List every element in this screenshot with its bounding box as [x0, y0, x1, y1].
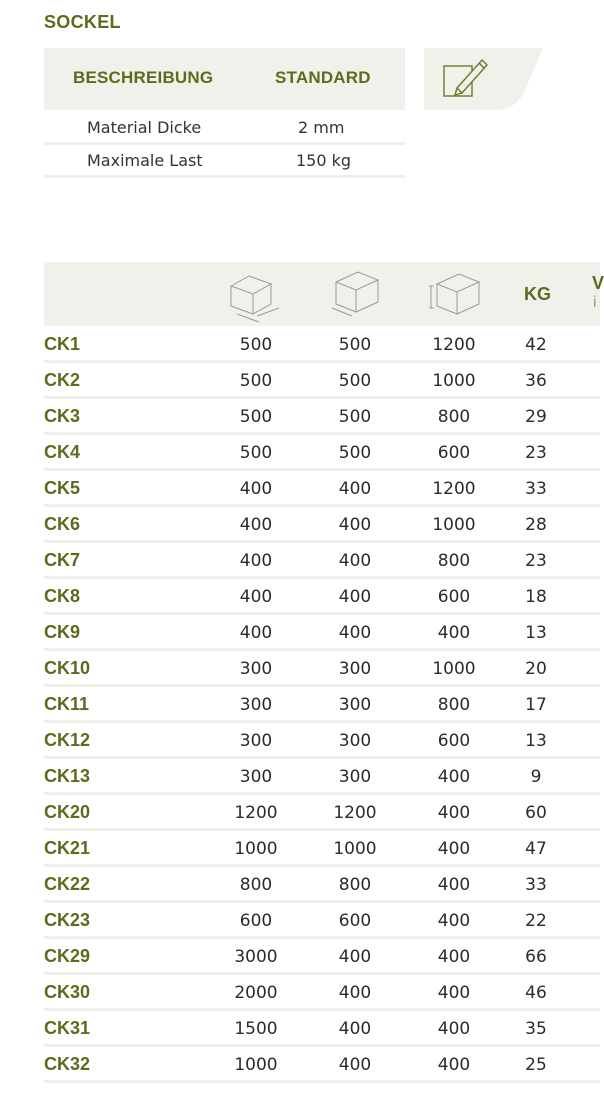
- dimension-cell: 1000: [432, 659, 476, 679]
- weight-cell: 25: [525, 1055, 547, 1075]
- weight-cell: 46: [525, 983, 547, 1003]
- dimension-cell: 500: [239, 371, 273, 391]
- truncated-column-header: V: [592, 273, 604, 293]
- dimension-cell: 1000: [432, 515, 476, 535]
- weight-cell: 17: [525, 695, 547, 715]
- dimension-cell: 400: [338, 587, 372, 607]
- edit-tab-shape: [424, 48, 543, 110]
- model-code: CK22: [44, 874, 91, 894]
- table-row: [44, 903, 600, 939]
- table-row: [44, 471, 600, 507]
- table-row: [44, 687, 600, 723]
- dimension-cell: 400: [239, 479, 273, 499]
- model-code: CK21: [44, 838, 91, 858]
- dimension-cell: 400: [338, 983, 372, 1003]
- dimension-cell: 300: [239, 767, 273, 787]
- height-dimension-icon: [427, 268, 487, 322]
- weight-cell: 36: [525, 371, 547, 391]
- dimension-cell: 600: [338, 911, 372, 931]
- table-row: [44, 867, 600, 903]
- dimension-cell: 1000: [234, 1055, 278, 1075]
- truncated-column-subheader: i: [593, 294, 597, 311]
- dimension-cell: 1200: [234, 803, 278, 823]
- model-code: CK3: [44, 406, 81, 426]
- dimension-cell: 1000: [234, 839, 278, 859]
- dimension-cell: 400: [239, 623, 273, 643]
- dimension-cell: 300: [239, 695, 273, 715]
- dimension-cell: 600: [437, 731, 471, 751]
- dimension-cell: 800: [239, 875, 273, 895]
- table-row: [44, 543, 600, 579]
- dimension-cell: 300: [338, 659, 372, 679]
- model-code: CK5: [44, 478, 81, 498]
- width-dimension-icon: [227, 268, 287, 322]
- depth-dimension-icon: [326, 268, 386, 322]
- dimension-cell: 300: [338, 731, 372, 751]
- dimension-cell: 1000: [333, 839, 377, 859]
- model-code: CK29: [44, 946, 91, 966]
- dimension-cell: 500: [338, 407, 372, 427]
- dimension-cell: 500: [338, 371, 372, 391]
- dimension-cell: 300: [239, 731, 273, 751]
- dimension-cell: 400: [338, 515, 372, 535]
- table-row: [44, 363, 600, 399]
- table-row: [44, 651, 600, 687]
- spec-label: Maximale Last: [87, 151, 203, 170]
- model-code: CK8: [44, 586, 81, 606]
- table-row: [44, 795, 600, 831]
- weight-cell: 23: [525, 551, 547, 571]
- dimension-cell: 500: [338, 335, 372, 355]
- model-code: CK20: [44, 802, 91, 822]
- model-code: CK11: [44, 694, 90, 714]
- weight-cell: 22: [525, 911, 547, 931]
- model-code: CK4: [44, 442, 81, 462]
- dimension-cell: 300: [338, 695, 372, 715]
- dimension-cell: 800: [437, 695, 471, 715]
- weight-cell: 47: [525, 839, 547, 859]
- dimension-cell: 400: [437, 875, 471, 895]
- model-code: CK13: [44, 766, 91, 786]
- table-row: [44, 399, 600, 435]
- model-code: CK1: [44, 334, 81, 354]
- dimension-cell: 400: [239, 551, 273, 571]
- table-row: [44, 507, 600, 543]
- model-code: CK23: [44, 910, 91, 930]
- weight-cell: 23: [525, 443, 547, 463]
- dimension-cell: 800: [338, 875, 372, 895]
- kg-header: KG: [524, 284, 551, 304]
- weight-cell: 66: [525, 947, 547, 967]
- table-row: [44, 759, 600, 795]
- dimension-cell: 300: [338, 767, 372, 787]
- model-code: CK12: [44, 730, 91, 750]
- section-title: SOCKEL: [44, 12, 121, 32]
- dimension-cell: 600: [437, 587, 471, 607]
- dimension-cell: 600: [239, 911, 273, 931]
- weight-cell: 13: [525, 731, 547, 751]
- spec-value: 150 kg: [296, 151, 352, 170]
- weight-cell: 35: [525, 1019, 547, 1039]
- dimension-cell: 1200: [333, 803, 377, 823]
- spec-row: [44, 112, 405, 145]
- model-code: CK7: [44, 550, 81, 570]
- model-code: CK2: [44, 370, 81, 390]
- weight-cell: 60: [525, 803, 547, 823]
- spec-label: Material Dicke: [87, 118, 202, 137]
- dimension-cell: 400: [338, 1019, 372, 1039]
- dimension-cell: 400: [437, 1019, 471, 1039]
- dimension-cell: 1500: [234, 1019, 278, 1039]
- dimension-cell: 400: [338, 479, 372, 499]
- dimension-cell: 800: [437, 551, 471, 571]
- weight-cell: 28: [525, 515, 547, 535]
- table-row: [44, 435, 600, 471]
- dimension-cell: 1000: [432, 371, 476, 391]
- table-header: [44, 262, 604, 326]
- table-row: [44, 723, 600, 759]
- dimension-cell: 400: [437, 623, 471, 643]
- weight-cell: 42: [525, 335, 547, 355]
- spec-table-header: [44, 48, 405, 110]
- dimension-cell: 400: [338, 623, 372, 643]
- dimension-cell: 400: [338, 947, 372, 967]
- dimension-cell: 500: [239, 407, 273, 427]
- dimension-cell: 400: [239, 515, 273, 535]
- dimension-cell: 800: [437, 407, 471, 427]
- model-code: CK6: [44, 514, 81, 534]
- dimension-cell: 400: [437, 803, 471, 823]
- model-code: CK31: [44, 1018, 91, 1038]
- spec-value: 2 mm: [298, 118, 345, 137]
- weight-cell: 33: [525, 875, 547, 895]
- table-row: [44, 327, 600, 363]
- dimension-cell: 400: [437, 947, 471, 967]
- dimension-cell: 3000: [234, 947, 278, 967]
- dimension-cell: 400: [437, 983, 471, 1003]
- dimension-cell: 400: [338, 551, 372, 571]
- table-row: [44, 975, 600, 1011]
- spec-header-standard: STANDARD: [275, 68, 371, 87]
- table-row: [44, 579, 600, 615]
- weight-cell: 13: [525, 623, 547, 643]
- spec-header-description: BESCHREIBUNG: [73, 68, 214, 87]
- model-code: CK30: [44, 982, 91, 1002]
- dimension-cell: 400: [437, 767, 471, 787]
- weight-cell: 9: [530, 767, 542, 787]
- table-row: [44, 831, 600, 867]
- dimension-cell: 400: [437, 839, 471, 859]
- dimension-cell: 400: [239, 587, 273, 607]
- table-row: [44, 1011, 600, 1047]
- dimension-cell: 500: [338, 443, 372, 463]
- dimension-cell: 600: [437, 443, 471, 463]
- model-code: CK10: [44, 658, 91, 678]
- dimension-cell: 400: [437, 1055, 471, 1075]
- dimension-cell: 400: [338, 1055, 372, 1075]
- dimension-cell: 500: [239, 335, 273, 355]
- dimension-cell: 1200: [432, 335, 476, 355]
- weight-cell: 33: [525, 479, 547, 499]
- dimension-cell: 400: [437, 911, 471, 931]
- dimension-cell: 500: [239, 443, 273, 463]
- table-row: [44, 939, 600, 975]
- edit-button[interactable]: [424, 48, 543, 110]
- weight-cell: 29: [525, 407, 547, 427]
- weight-cell: 20: [525, 659, 547, 679]
- table-row: [44, 1047, 600, 1083]
- spec-row: [44, 145, 405, 178]
- weight-cell: 18: [525, 587, 547, 607]
- dimension-cell: 300: [239, 659, 273, 679]
- dimension-cell: 2000: [234, 983, 278, 1003]
- dimension-cell: 1200: [432, 479, 476, 499]
- model-code: CK32: [44, 1054, 91, 1074]
- table-row: [44, 615, 600, 651]
- model-code: CK9: [44, 622, 81, 642]
